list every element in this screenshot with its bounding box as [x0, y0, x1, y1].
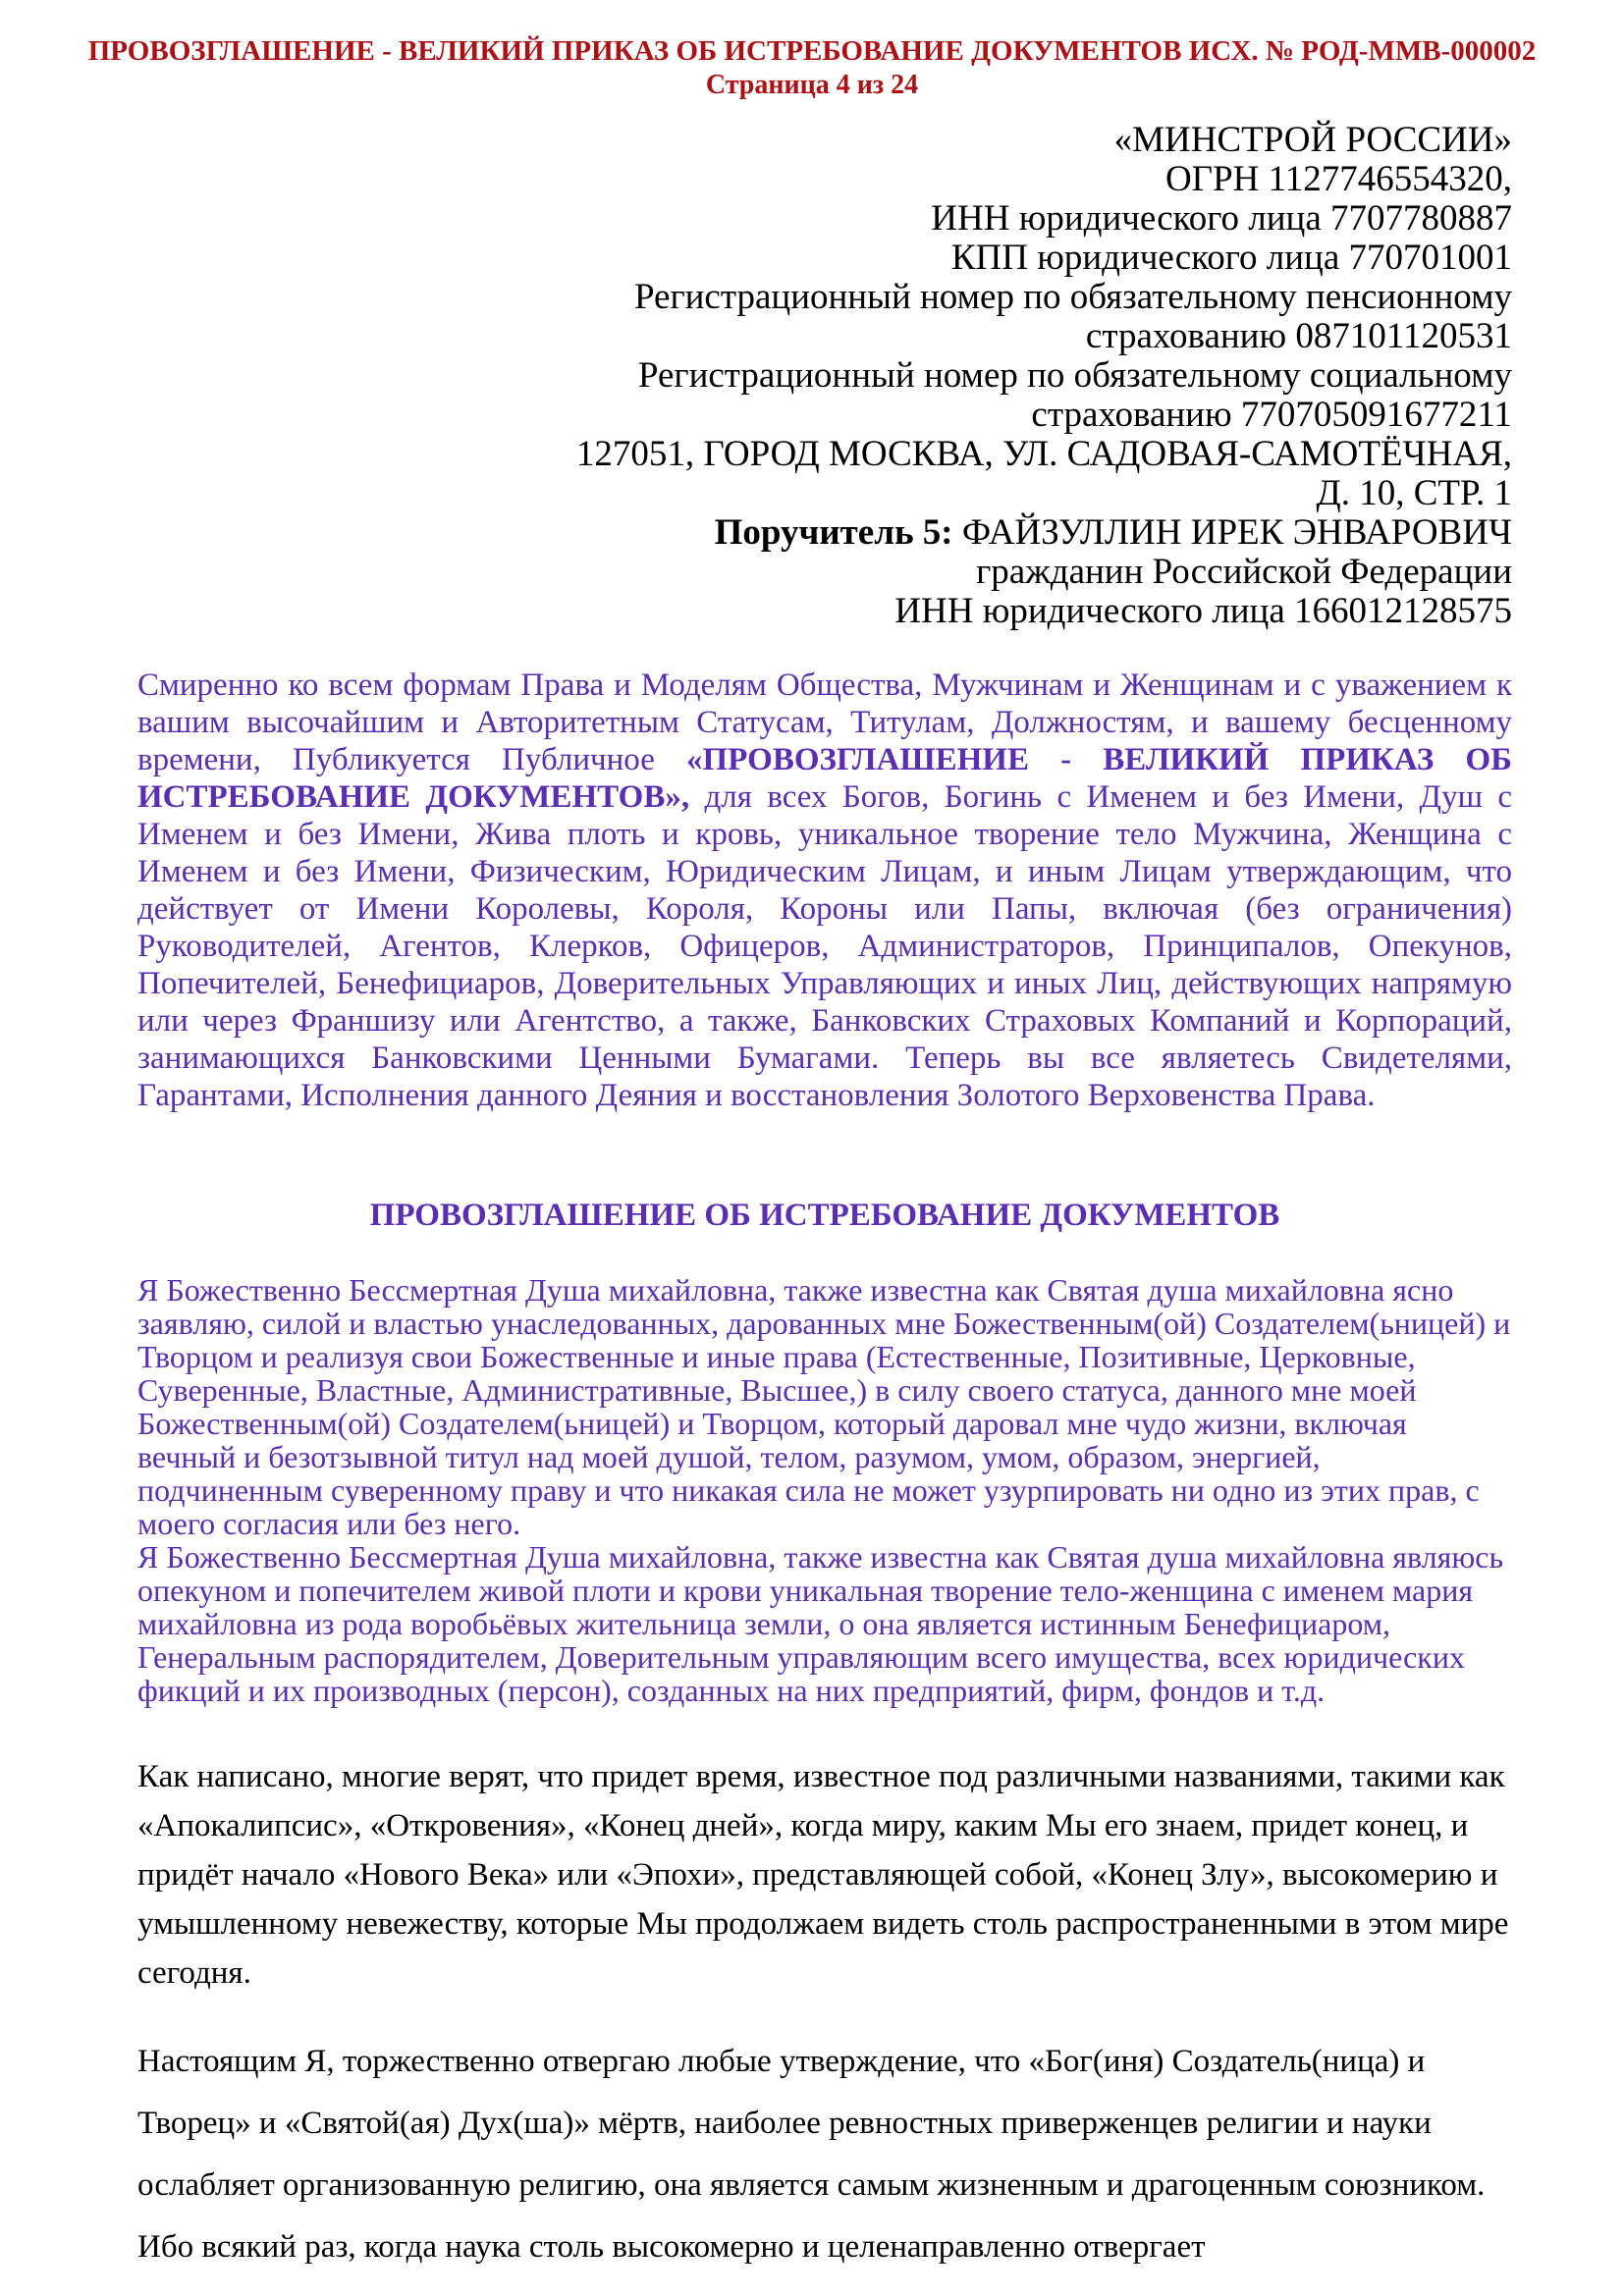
intro-text-before: Смиренно ко всем формам Права и Моделям Общества, Мужчинам и Женщинам и с уважением к вашим высочайшим и Авторитетным Статусам, Титулам, Должностям, и вашему бесценному времени, Публикуется Публичное: [137, 667, 1512, 777]
recipient-line-address-1: 127051, ГОРОД МОСКВА, УЛ. САДОВАЯ-САМОТЁЧНАЯ,: [575, 434, 1512, 474]
citizenship-line: гражданин Российской Федерации: [976, 552, 1512, 592]
page-number: Страница 4 из 24: [705, 70, 919, 100]
guarantor-inn-line: ИНН юридического лица 166012128575: [894, 591, 1512, 631]
recipient-block: [137, 121, 1512, 631]
recipient-line-kpp: КПП юридического лица 770701001: [950, 238, 1512, 278]
recipient-line-org: «МИНСТРОЙ РОССИИ»: [1113, 120, 1512, 160]
intro-text-after: для всех Богов, Богинь с Именем и без Имени, Душ с Именем и без Имени, Жива плоть и кровь, уникальное творение тело Мужчина, Женщина с Именем и без Имени, Физическим, Юридическим Лицам, и иным Лицам утверждающим, что действует от Имени Королевы, Короля, Короны или Папы, включая (без ограничения) Руководителей, Агентов, Клерков, Офицеров, Администраторов, Принципалов, Опекунов, Попечителей, Бенефициаров, Доверительных Управляющих и иных Лиц, действующих напрямую или через Франшизу или Агентство, а также, Банковских Страховых Компаний и Корпораций, занимающихся Банковскими Ценными Бумагами. Теперь вы все являетесь Свидетелями, Гарантами, Исполнения данного Деяния и восстановления Золотого Верховенства Права.: [137, 779, 1512, 1113]
guarantor-line: [137, 513, 1512, 553]
recipient-line-pension-reg-2: страхованию 087101120531: [1085, 316, 1512, 356]
declaration-paragraph-2: Я Божественно Бессмертная Душа михайловна, также известна как Святая душа михайловна являюсь опекуном и попечителем живой плоти и крови уникальная творение тело-женщина с именем мария михайловна из рода воробьёвых жительница земли, о она является истинным Бенефициаром, Генеральным распорядителем, Доверительным управляющим всего имущества, всех юридических фикций и их производных (персон), созданных на них предприятий, фирм, фондов и т.д.: [137, 1539, 1504, 1708]
rejection-paragraph: Настоящим Я, торжественно отвергаю любые утверждение, что «Бог(иня) Создатель(ница) и Творец» и «Святой(ая) Дух(ша)» мёртв, наиболее ревностных приверженцев религии и науки ослабляет организованную религию, она является самым жизненным и драгоценным союзником. Ибо всякий раз, когда наука столь высокомерно и целенаправленно отвергает: [137, 2044, 1486, 2265]
guarantor-label: Поручитель 5:: [714, 512, 953, 553]
recipient-line-pension-reg-1: Регистрационный номер по обязательному пенсионному: [633, 277, 1512, 317]
order-title-inline: «ПРОВОЗГЛАШЕНИЕ - ВЕЛИКИЙ ПРИКАЗ ОБ ИСТРЕБОВАНИЕ ДОКУМЕНТОВ»,: [137, 742, 1512, 815]
recipient-line-inn: ИНН юридического лица 7707780887: [931, 198, 1512, 239]
document-header: [0, 33, 1624, 101]
document-title: ПРОВОЗГЛАШЕНИЕ - ВЕЛИКИЙ ПРИКАЗ ОБ ИСТРЕБОВАНИЕ ДОКУМЕНТОВ ИСХ. № РОД-ММВ-000002: [87, 35, 1537, 67]
proclamation-heading: ПРОВОЗГЛАШЕНИЕ ОБ ИСТРЕБОВАНИЕ ДОКУМЕНТОВ: [369, 1198, 1280, 1233]
recipient-line-ogrn: ОГРН 1127746554320,: [1164, 159, 1512, 199]
intro-paragraph: [137, 667, 1512, 1114]
recipient-line-social-reg-2: страхованию 770705091677211: [1031, 395, 1512, 435]
recipient-line-social-reg-1: Регистрационный номер по обязательному социальному: [637, 355, 1512, 396]
recipient-line-address-2: Д. 10, СТР. 1: [1316, 473, 1512, 513]
apocalypse-paragraph: Как написано, многие верят, что придет время, известное под различными названиями, такими как «Апокалипсис», «Откровения», «Конец дней», когда миру, каким Мы его знаем, придет конец, и придёт начало «Нового Века» или «Эпохи», представляющей собой, «Конец Злу», высокомерию и умышленному невежеству, которые Мы продолжаем видеть столь распространенными в этом мире сегодня.: [137, 1759, 1509, 1991]
declaration-paragraph-1: Я Божественно Бессмертная Душа михайловна, также известна как Святая душа михайловна ясно заявляю, силой и властью унаследованных, дарованных мне Божественным(ой) Создателем(ьницей) и Творцом и реализуя свои Божественные и иные права (Естественные, Позитивные, Церковные, Суверенные, Властные, Административные, Высшее,) в силу своего статуса, данного мне моей Божественным(ой) Создателем(ьницей) и Творцом, который даровал мне чудо жизни, включая вечный и безотзывной титул над моей душой, телом, разумом, умом, образом, энергией, подчиненным суверенному праву и что никакая сила не может узурпировать ни одно из этих прав, с моего согласия или без него.: [137, 1272, 1511, 1541]
guarantor-name: ФАЙЗУЛЛИН ИРЕК ЭНВАРОВИЧ: [952, 512, 1512, 553]
declaration-block: [137, 1273, 1512, 1707]
